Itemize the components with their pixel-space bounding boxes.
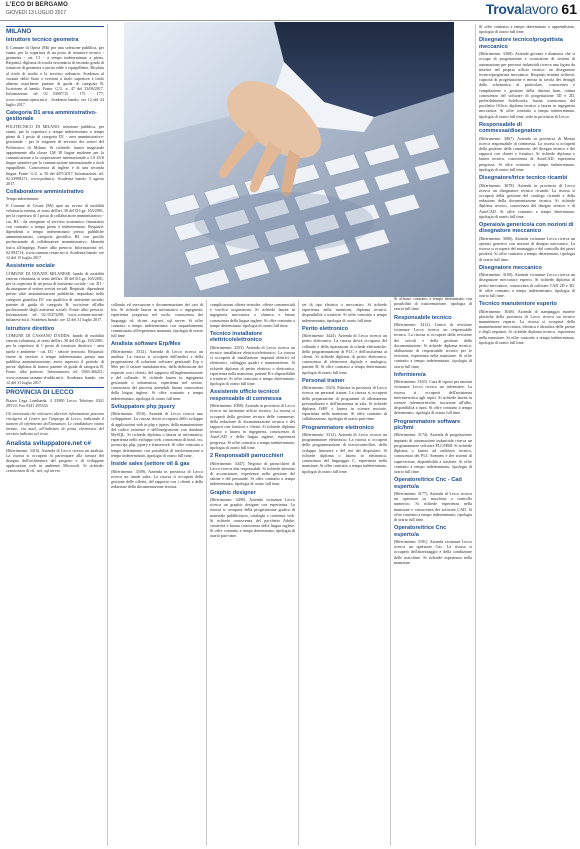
ad-body: (Riferimento: 3086). Azienda vicinanze Lecco ricerca un operaio generico con nozioni di disegno meccanico. La risorsa si occuperà del montaggio e del controllo dei pezzi prodotti. Si offre contratto a tempo determinato, tipologia di orario full time.: [479, 235, 575, 262]
ad-body: complicazioni offerte tecniche, offerte commerciali e verifica acquisizioni. Si richiede laurea in ingegneria meccanica o chimica e buona conoscenza della lingua inglese. Si offre contratto a tempo determinato, tipologia di orario full time.: [210, 302, 295, 328]
ad-body: (Riferimento: 3412). Centro di revisione vicinanze Lecco ricerca un responsabile tecnico. La risorsa si occuperà della revisione dei veicoli e della gestione della documentazione. Si richiede diploma tecnico, abilitazione di responsabile tecnico per le revisioni, esperienza nella mansione. Si offre contratto a tempo indeterminato, tipologia di orario full time.: [394, 322, 472, 369]
ad-title: Operatore/trice Cnc esperto/a: [394, 525, 447, 538]
ad-title: Assistente ufficio tecnico/ responsabile di commessa: [210, 389, 282, 402]
ad-body: collaudo ed esecuzione e documentazione dei casi di test. Si richiede laurea in informatica o ingegneria, esperienza pregressa nel ruolo, conoscenza dei linguaggi c#, vb.net, asp.net, sql server. Si offre contratto a tempo indeterminato con inquadramento commisurato all'esperienza maturata, tipologia di orario full time.: [111, 302, 203, 339]
ad-body: (Riferimento: 3368). Azienda giovane e dinamica che si occupa di progettazione e costruzione di sistemi di automazione per processi industriali ricerca una figura da inserire nel proprio ufficio tecnico: un disegnatore tecnico/progettista meccanico. Requisiti minimi richiesti: capacità di progettazione e messa in tavola dei dettagli dalla schematica al particolare, conoscenza e compilazione e gestione della distinta base, ottima conoscenza del software di progettazione 3D e 2D, preferibilmente Solidworks; buona conoscenza del pacchetto Office; diploma tecnico o laurea in ingegneria meccanica. Si offre contratto a tempo indeterminato, tipologia di orario full time, sede in provincia di Lecco.: [479, 51, 575, 119]
ad-body: (Riferimento: 3447). Negozio di parrucchieri di Lecco ricerca due responsabili. Si richiede attestato di acconciatore, esperienza nella gestione del salone e del personale. Si offre contratto a tempo indeterminato, tipologia di orario full time.: [210, 460, 295, 487]
ad-body: (Riferimento: 3416). Azienda di Lecco ricerca un analista. La risorsa si occuperà di partecipare alla stesura del disegno dell'architettura del progetto e di sviluppare applicazioni web in ambiente Microsoft. Si richiede: conoscenza di c#, .net, sql server.: [6, 447, 104, 474]
section-title: [486, 1, 558, 17]
ad-body: (Riferimento: 3048). Azienda di stampaggio materie plastiche della provincia di Lecco ricerca un tecnico manutentore esperto. La risorsa si occuperà della manutenzione meccanica, elettrica e idraulica delle presse e degli impianti. Si richiede diploma tecnico, esperienza nella mansione. Si offre contratto a tempo indeterminato, tipologia di orario full time.: [479, 308, 575, 345]
ad-title: Analista sviluppatore.net c#: [6, 439, 91, 447]
ad-body: POLITECNICO DI MILANO: selezione pubblica, per esami, per la copertura a tempo indeterminato a tempo pieno di 1 posto di categoria D1 - area amministrativo-gestionale - per le esigenze di servizio dei settori del Politecnico di Milano. Si richiede: laurea magistrale appartenente alla classe LM 38 lingue moderne per la comunicazione e la cooperazione internazionale o LS 43/S lingue straniere per la comunicazione internazionale o titoli equipollenti. Conoscenza di inglese e di una seconda lingua. Fonte: G.U. n. 50 del 4/07/2017. Informazioni: tel. 02.23998271; www.polimi.it. Scadenza bando: 3 agosto 2017.: [6, 123, 104, 187]
section-title-bold: Trova: [485, 1, 522, 17]
page-number: 61: [561, 1, 577, 17]
column-2: [111, 302, 203, 846]
ad-title: Sviluppatore php jquery: [111, 403, 176, 410]
ad-body: (Riferimento: 3253). Azienda di Lecco ricerca un tecnico installatore elettrico/elettronico. La risorsa si occuperà di installazione impianti elettrici ed elettronici, cablaggio quadri e manutenzione. Si richiede diploma di perito elettrico o elettronico, esperienza nella mansione, patente B e disponibilità a trasferte. Si offre contratto a tempo determinato, tipologia di orario full time.: [210, 344, 295, 387]
intro-note: Gli interessati che volessero ulteriori informazioni possono rivolgersi al Centro per l'impiego di Lecco, indicando il numero di riferimento dell'annuncio. Le candidature vanno inviate, via mail, all'indirizzo di posta elettronica del servizio indicato nel testo.: [6, 410, 104, 437]
ad-body: (Riferimento: 3174). Azienda di progettazione impianti di automazione industriale ricerca un programmatore software PLC/HMI. Si richiede diploma o laurea ad indirizzo tecnico, conoscenza dei PLC Siemens e dei sistemi di supervisione, disponibilità a trasferte. Si offre contratto a tempo indeterminato, tipologia di orario full time.: [394, 432, 472, 474]
column-4: [302, 302, 387, 846]
newspaper-name: L'ECO DI BERGAMO: [6, 2, 68, 8]
city-heading-lecco: PROVINCIA DI LECCO: [6, 387, 104, 395]
issue-date: GIOVEDÌ 13 LUGLIO 2017: [6, 10, 67, 16]
ad-body: COMUNE DI CASSANO D'ADDA: bando di mobilità esterna volontaria, ai sensi dell'art. 30 del D.Lgs. 165/2001, per la copertura di 1 posto di istruttore direttivo - area tutela e ambiente - cat. D1 - settore territorio. Requisiti: essere in servizio a tempo indeterminato presso una pubblica amministrazione; avere superato il periodo di prova; diploma di laurea; patente di guida di categoria B. Fonte: albo pretorio. Informazioni: tel. 0363.366211; www.comune.cassano-d-adda.mi.it. Scadenza bando: ore 12 del 31 luglio 2017.: [6, 332, 104, 385]
column-divider: [206, 300, 207, 846]
ad-body: (Riferimento: 3323). Palestra in provincia di Lecco ricerca un personal trainer. La risorsa si occuperà della preparazione di programmi di allenamento personalizzati e dell'assistenza in sala. Si richiede diploma ISEF o laurea in scienze motorie, esperienza nella mansione. Si offre contratto di collaborazione, tipologia di orario part-time.: [302, 385, 387, 422]
contact-info: Piazza Lega Lombarda, 4 23900 Lecco Telefono 0341 295111 Fax 0341 295333: [6, 398, 104, 409]
ad-body: (Riferimento: 3516). Azienda di Lecco ricerca uno sviluppatore. La risorsa dovrà occuparsi dello sviluppo di applicazioni web in php e jquery, della manutenzione del codice esistente e dell'integrazione con database MySQL. Si richiede diploma o laurea in informatica, esperienza nello sviluppo web, conoscenza di html, css, javascript, php, jquery e framework. Si offre contratto a tempo determinato con possibilità di trasformazione a tempo indeterminato, tipologia di orario full time.: [111, 411, 203, 458]
ad-title: Disegnatore tecnico/progettista meccanico: [479, 37, 563, 50]
ad-title: Responsabile di commessa/disegnatore: [479, 121, 542, 135]
ad-body: (Riferimento: 3067). Azienda in provincia di Monza ricerca responsabile di commessa. La risorsa si occuperà della gestione delle commesse, del disegno tecnico e dei rapporti con clienti e fornitori. Si richiede diploma o laurea tecnica, conoscenza di AutoCAD, esperienza pregressa. Si offre contratto a tempo indeterminato, tipologia di orario full time.: [479, 135, 575, 172]
ad-title: Operaio/a generico/a con nozioni di disegnatore meccanico: [479, 221, 574, 235]
ad-title: Infermiere/a: [394, 371, 426, 378]
ad-title: Tecnico installatore elettrico/elettronico: [210, 331, 263, 344]
ad-title: 2 Responsabili parrucchieri: [210, 453, 284, 460]
column-divider: [390, 300, 391, 846]
column-6: [479, 24, 575, 846]
ad-title: Istruttore direttivo: [6, 325, 55, 332]
column-divider: [475, 24, 476, 846]
column-divider: [298, 300, 299, 846]
ad-title: Analista software Erp/Mes: [111, 341, 181, 348]
ad-body: Si offrono contratto a tempo determinato con possibilità di trasformazione, tipologia di orario full time.: [394, 296, 472, 312]
ad-body: (Riferimento: 3424). Azienda di Lecco ricerca un perito elettronico. La risorsa dovrà occuparsi del collaudo e della riparazione di schede elettroniche, della programmazione di PLC e dell'assistenza ai clienti. Si richiede diploma di perito elettronico, conoscenza di elettronica digitale e analogica, patente B. Si offre contratto a tempo determinato, tipologia di orario full time.: [302, 333, 387, 375]
ad-subtitle: Tempo indeterminato: [6, 196, 39, 201]
ad-title: Istruttore tecnico geometra: [6, 37, 79, 44]
ad-title: Programmatore software plc/hmi: [394, 418, 461, 432]
photo-spacer: [394, 24, 472, 296]
ad-body: (Riferimento: 3078). Azienda in provincia di Lecco ricerca un disegnatore tecnico ricambi. La risorsa si occuperà della gestione del catalogo ricambi e della redazione della documentazione tecnica. Si richiede diploma tecnico, conoscenza del disegno tecnico e di AutoCAD. Si offre contratto a tempo determinato, tipologia di orario full time.: [479, 182, 575, 219]
ad-title: Collaboratore amministrativo: [6, 189, 84, 196]
column-1: [6, 24, 104, 846]
ad-title: Operatore/trice Cnc - Cad esperto/a: [394, 477, 462, 490]
ad-body: sei di tipo elettrico o meccanico. Si richiede esperienza nella mansione, diploma tecnico, disponibilità a trasferte. Si offre contratto a tempo indeterminato, tipologia di orario full time.: [302, 302, 387, 323]
column-divider: [107, 24, 108, 846]
ad-title: Disegnatore meccanico: [479, 264, 542, 271]
ad-body: Il Comune di Cesate (Mi) apre un avviso di mobilità volontaria esterna, ai sensi dell'art. 30 del D.Lgs. 165/2001, per la copertura di 1 posto di collaboratore amministrativo - cat. B3 - da assegnare al servizio economico finanziario con contratto a tempo pieno e indeterminato. Requisiti: dipendenti a tempo indeterminato presso pubbliche amministrazioni, categoria giuridica B3 con profilo professionale di collaboratore amministrativo. Idoneità fisica all'impiego. Fonte: albo pretorio. Informazioni: tel. 02.994714; www.comune.cesate.mi.it. Scadenza bando: ore 12 del 15 luglio 2017.: [6, 202, 104, 260]
ad-title: Programmatore elettronico: [302, 424, 374, 431]
ad-body: (Riferimento: 2088). Azienda in provincia di Lecco ricerca un assistente ufficio tecnico. La risorsa si occuperà della gestione tecnica delle commesse, della redazione di documentazione tecnica e dei rapporti con fornitori e clienti. Si richiede diploma tecnico o laurea in ingegneria, conoscenza di AutoCAD e della lingua inglese, esperienza pregressa. Si offre contratto a tempo indeterminato, tipologia di orario full time.: [210, 403, 295, 450]
ad-title: Tecnico manutentore esperto: [479, 301, 557, 308]
ad-title: Graphic designer: [210, 489, 257, 496]
ad-title: Assistente sociale: [6, 263, 55, 270]
ad-title: Responsabile tecnico: [394, 314, 452, 321]
city-heading-milano: MILANO: [6, 26, 104, 34]
ad-body: COMUNE DI NOVATE MILANESE: bando di mobilità esterna volontaria, ai sensi dell'art. 30 del D.Lgs. 165/2001, per la copertura di un posto di assistente sociale - cat. D1 - da assegnare al settore servizi sociali. Requisiti: dipendenti presso altre amministrazioni pubbliche, inquadrati nella categoria giuridica D1 con qualifica di assistente sociale; patente di guida di categoria B; iscrizione all'albo professionale degli assistenti sociali. Fonte: albo pretorio. Informazioni: tel. 02.35473298; www.comune.novate-milanese.mi.it. Scadenza bando: ore 12 del 31 luglio 2017.: [6, 270, 104, 323]
page-header: [0, 0, 580, 21]
ad-body: (Riferimento: 3100). Azienda vicinanze Lecco ricerca un disegnatore meccanico esperto. Si richiede diploma di perito meccanico, conoscenza di software CAD 2D e 3D. Si offre contratto a tempo indeterminato, tipologia di orario full time.: [479, 272, 575, 298]
ad-body: (Riferimento: 3177). Azienda di Lecco ricerca un operatore su macchine a controllo numerico. Si richiede esperienza nella mansione e conoscenza dei software CAD. Si offre contratto a tempo indeterminato, tipologia di orario full time.: [394, 490, 472, 522]
ad-title: Perito elettronico: [302, 325, 349, 332]
ad-body: (Riferimento: 3509). Azienda in provincia di Lecco ricerca un inside sales. La risorsa si occuperà della gestione delle offerte, del rapporto con i clienti e della redazione della documentazione tecnica.: [111, 468, 203, 490]
ad-body: Il Comune di Opera (Mi) per una selezione pubblica, per esami, per la copertura di un posto di istruttore tecnico - geometra - cat. C1 - a tempo indeterminato a pieno. Requisiti: diploma di scuola secondaria di secondo grado di istruttore di geometra o perito edile o equipollente. Ricolata al titolo di studio e la servizio ordinario. Scadenza al vacante dello Stato o versioni a titolo superiore a titolo almeno assorbente patente di guida di categoria B. Iscrizione al bando. Fonte: G.U. n. 47 del 23/06/2017. Informazioni: tel. 02 53007/15 - 175 - 177; www.comune.opera.mi.it . Scadenza bando: ore 12 del 24 luglio 2017.: [6, 44, 104, 107]
column-5: [394, 24, 472, 846]
ad-title: Categoria D1 area amministrativo-gestionale: [6, 110, 97, 123]
ad-body: (Riferimento: 3181). Azienda vicinanze Lecco ricerca un operatore Cnc. La risorsa si occuperà dell'attrezzaggio e della conduzione delle macchine. Si richiede esperienza nella mansione.: [394, 538, 472, 565]
ad-body: (Riferimento: 3512). Azienda di Lecco ricerca un analista. La risorsa si occuperà dell'analisi e della progettazione di soluzioni software gestionali Erp e Mes per il settore manifatturiero, della definizione dei requisiti con i clienti, del supporto all'implementazione e del collaudo. Si richiede laurea in ingegneria gestionale o informatica, esperienza nel settore, conoscenza dei processi aziendali, buona conoscenza della lingua inglese. Si offre contratto a tempo indeterminato, tipologia di orario full time.: [111, 348, 203, 401]
ad-body: Si offre contratto a tempo determinato o apprendistato, tipologia di orario full time.: [479, 24, 575, 35]
ad-title: Inside sales (settore oil & gas: [111, 461, 190, 468]
ad-body: (Riferimento: 3498). Azienda vicinanze Lecco ricerca un graphic designer con esperienza. La risorsa si occuperà della progettazione grafica di materiale pubblicitario, cataloghi e contenuti web. Si richiede conoscenza del pacchetto Adobe, creatività e buona conoscenza della lingua inglese. Si offre contratto a tempo determinato, tipologia di orario part-time.: [210, 496, 295, 539]
section-title-light: lavoro: [521, 1, 558, 17]
ad-title: Disegnatore/trice tecnico ricambi: [479, 175, 568, 182]
ad-title: Personal trainer: [302, 377, 345, 384]
ad-body: (Riferimento: 3165). Casa di riposo per anziani vicinanze Lecco ricerca un infermiere. La risorsa si occuperà dell'assistenza infermieristica agli ospiti. Si richiede laurea in scienze infermieristiche, iscrizione all'albo, disponibilità a turni. Si offre contratto a tempo determinato, tipologia di orario full time.: [394, 379, 472, 416]
column-3: [210, 302, 295, 846]
ad-body: (Riferimento: 3312). Azienda di Lecco ricerca un programmatore elettronico. La risorsa si occuperà della programmazione di microcontrollori, dello sviluppo firmware e del test dei dispositivi. Si richiede diploma o laurea in elettronica, conoscenza del linguaggio C, esperienza nella mansione. Si offre contratto a tempo indeterminato, tipologia di orario full time.: [302, 432, 387, 474]
